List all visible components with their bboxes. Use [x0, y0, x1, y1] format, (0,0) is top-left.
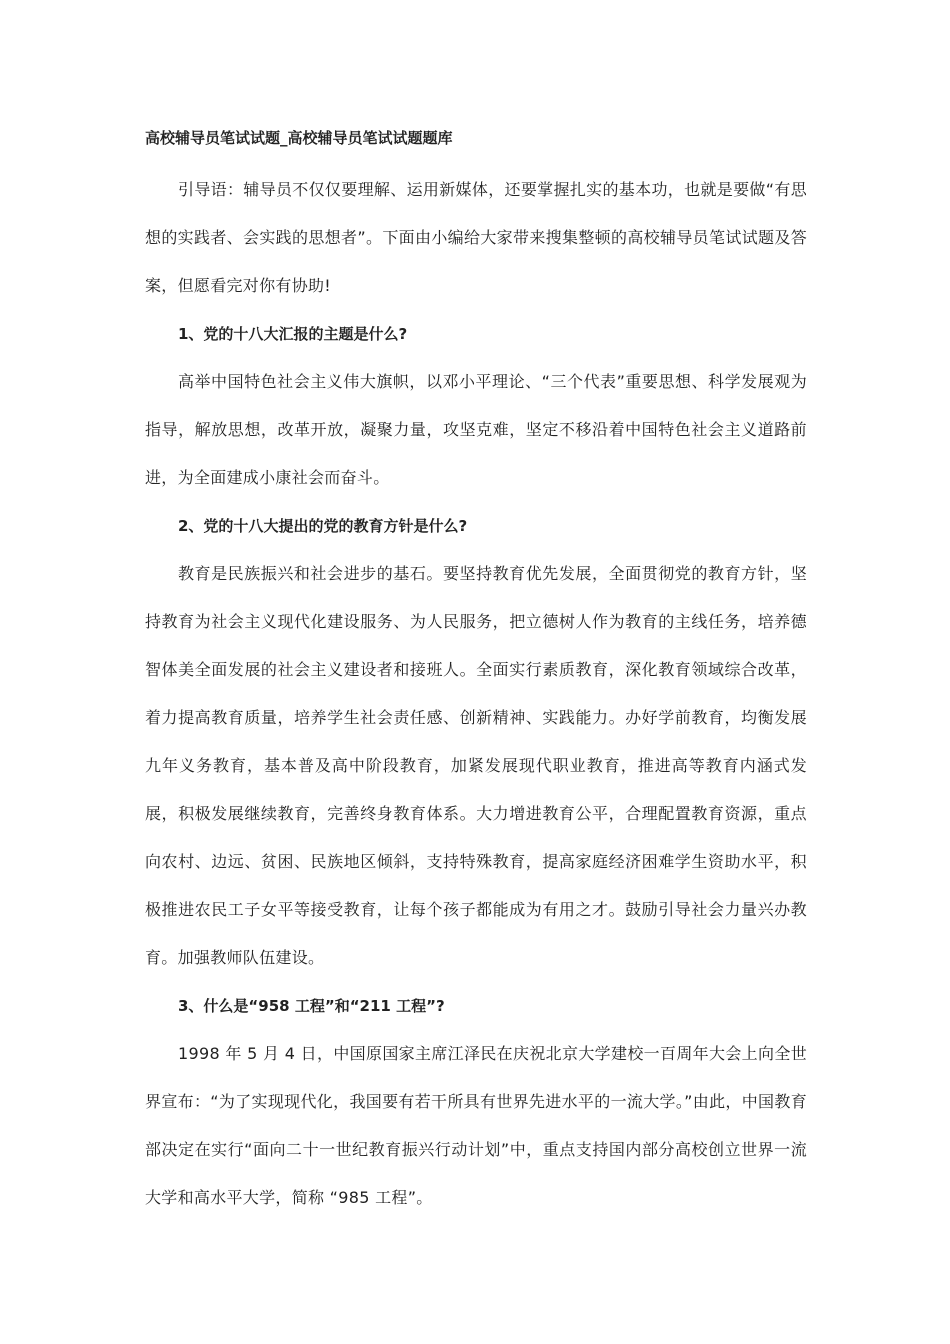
- intro-paragraph: 引导语：辅导员不仅仅要理解、运用新媒体，还要掌握扎实的基本功，也就是要做“有思想的实践者、会实践的思想者”。下面由小编给大家带来搜集整顿的高校辅导员笔试试题及答案，但愿看完对你有协助!: [145, 180, 807, 295]
- answer-1-paragraph: 高举中国特色社会主义伟大旗帜，以邓小平理论、“三个代表”重要思想、科学发展观为指导，解放思想，改革开放，凝聚力量，攻坚克难，坚定不移沿着中国特色社会主义道路前进，为全面建成小康社会而奋斗。: [145, 372, 807, 487]
- question-2-heading: 2、党的十八大提出的党的教育方针是什么?: [178, 517, 468, 535]
- answer-2-paragraph: 教育是民族振兴和社会进步的基石。要坚持教育优先发展，全面贯彻党的教育方针，坚持教育为社会主义现代化建设服务、为人民服务，把立德树人作为教育的主线任务，培养德智体美全面发展的社会主义建设者和接班人。全面实行素质教育，深化教育领域综合改革，着力提高教育质量，培养学生社会责任感、创新精神、实践能力。办好学前教育，均衡发展九年义务教育，基本普及高中阶段教育，加紧发展现代职业教育，推进高等教育内涵式发展，积极发展继续教育，完善终身教育体系。大力增进教育公平，合理配置教育资源，重点向农村、边远、贫困、民族地区倾斜，支持特殊教育，提高家庭经济困难学生资助水平，积极推进农民工子女平等接受教育，让每个孩子都能成为有用之才。鼓励引导社会力量兴办教育。加强教师队伍建设。: [145, 564, 807, 967]
- document-title: 高校辅导员笔试试题_高校辅导员笔试试题题库: [145, 129, 453, 147]
- document-body: [145, 120, 807, 1222]
- answer-3-paragraph: 1998 年 5 月 4 日，中国原国家主席江泽民在庆祝北京大学建校一百周年大会上向全世界宣布：“为了实现现代化，我国要有若干所具有世界先进水平的一流大学。”由此，中国教育部决定在实行“面向二十一世纪教育振兴行动计划”中，重点支持国内部分高校创立世界一流大学和高水平大学，简称 “985 工程”。: [145, 1044, 807, 1207]
- question-3-heading: 3、什么是“958 工程”和“211 工程”?: [178, 997, 445, 1015]
- question-1-heading: 1、党的十八大汇报的主题是什么?: [178, 325, 408, 343]
